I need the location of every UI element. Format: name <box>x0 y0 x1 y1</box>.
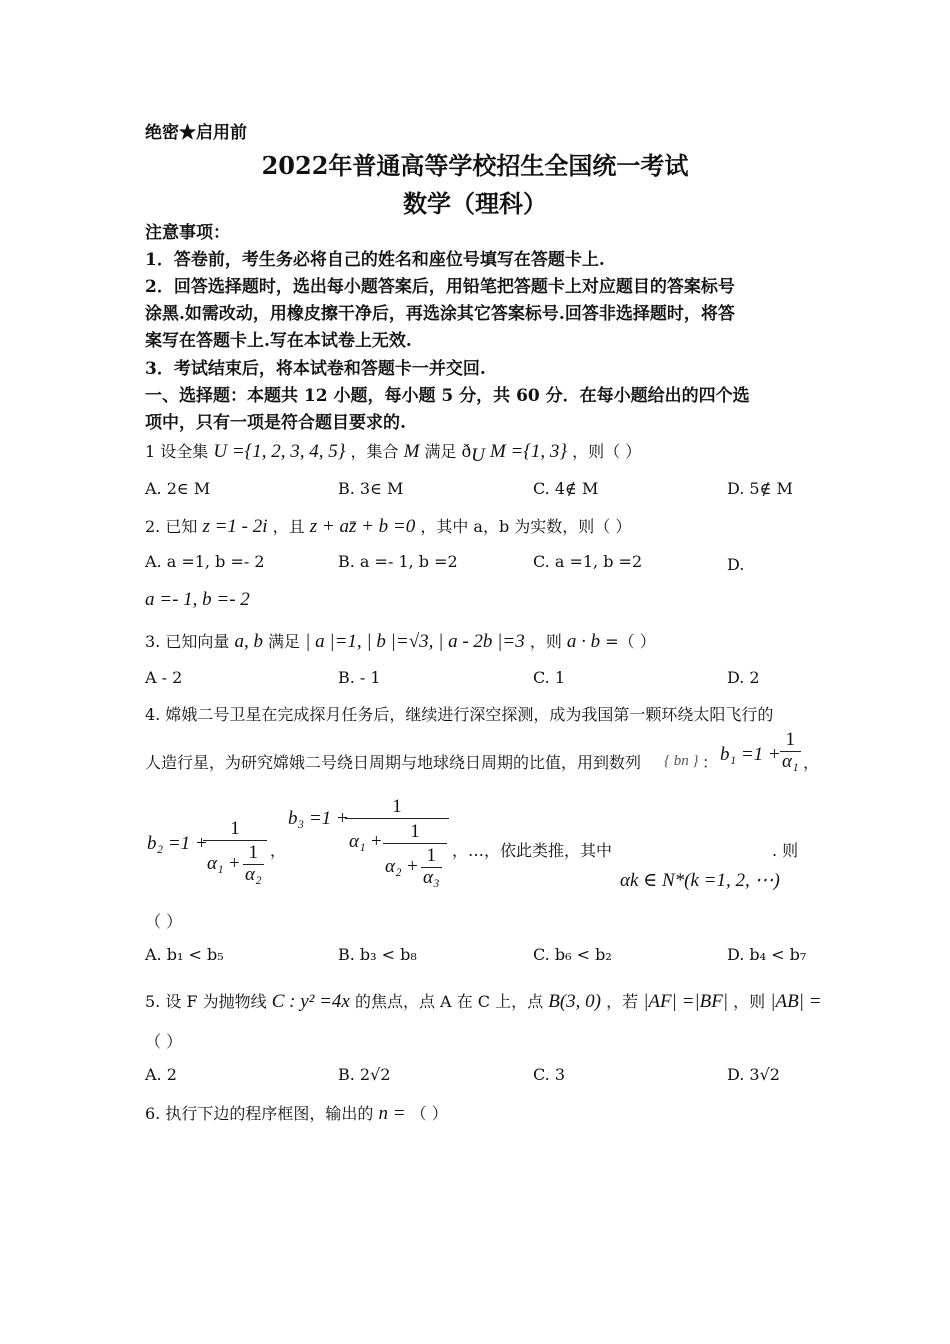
q4-b1-denominator: α₁ <box>782 750 799 772</box>
q2-expr-1: z =1 - 2i <box>202 516 268 537</box>
q4-b3-fraction <box>345 796 449 899</box>
q3-suffix: =（ ） <box>605 632 656 651</box>
notice-line-1: 1．答卷前，考生务必将自己的姓名和座位号填写在答题卡上. <box>145 250 605 270</box>
q3-expr-2: a · b <box>566 631 601 652</box>
q4-b3-lhs: b₃ =1 + <box>288 808 349 829</box>
q3-mid: 满足 <box>268 632 301 651</box>
q4-line-1: 4. 嫦娥二号卫星在完成探月任务后，继续进行深空探测，成为我国第一颗环绕太阳飞行的 <box>145 705 774 724</box>
q1-option-a: A. 2∈ M <box>145 479 211 498</box>
q2-mid: ，且 <box>272 517 305 536</box>
section-heading-line-1: 一、选择题：本题共 12 小题，每小题 5 分，共 60 分．在每小题给出的四个选 <box>145 386 750 406</box>
q2-suffix: ，其中 a，b 为实数，则（ ） <box>420 517 632 536</box>
q4-option-c: C. b₆ < b₂ <box>533 945 612 964</box>
q5-option-a: A. 2 <box>145 1065 177 1084</box>
q1-set-u: U ={1, 2, 3, 4, 5} <box>213 441 346 462</box>
q6-var: n = <box>378 1103 406 1124</box>
q4-b1-lhs: b₁ =1 + <box>720 744 781 765</box>
notice-line-2b: 涂黑.如需改动，用橡皮擦干净后，再选涂其它答案标号.回答非选择题时，将答 <box>145 304 735 324</box>
section-heading-line-2: 项中，只有一项是符合题目要求的. <box>145 413 406 433</box>
q3-option-c: C. 1 <box>533 668 566 687</box>
q1-mid: ，集合 <box>350 442 399 461</box>
q5-option-c: C. 3 <box>533 1065 566 1084</box>
q4-b2-alpha1: α₁ <box>207 853 224 874</box>
question-6 <box>145 1101 448 1125</box>
q4-b3-plus-1: + <box>371 831 382 852</box>
notice-heading: 注意事项： <box>145 223 230 243</box>
q6-line: 6. 执行下边的程序框图，输出的 <box>145 1104 374 1123</box>
q3-option-b: B. - 1 <box>338 668 381 687</box>
question-5 <box>145 989 822 1013</box>
notice-line-3: 3．考试结束后，将本试卷和答题卡一并交回. <box>145 359 486 379</box>
q4-etc: ，…，依此类推，其中 <box>452 841 613 860</box>
q1-sub-u: U <box>471 445 485 467</box>
q1-option-c: C. 4∉ M <box>533 479 599 498</box>
q4-line-2: 人造行星，为研究嫦娥二号绕日周期与地球绕日周期的比值，用到数列 <box>145 753 642 772</box>
q4-paren: （ ） <box>145 912 183 931</box>
q4-b2-plus: + <box>229 853 240 874</box>
q1-option-b: B. 3∈ M <box>338 479 404 498</box>
q4-b3-inner-numerator: 1 <box>421 846 442 868</box>
exam-subtitle: 数学（理科） <box>403 189 547 218</box>
q4-b1-numerator: 1 <box>780 730 801 752</box>
q3-prefix: 3. 已知向量 <box>145 632 230 651</box>
q5-option-d: D. 3√2 <box>727 1065 780 1084</box>
q4-colon: ： <box>702 753 719 772</box>
q5-point: B(3, 0) <box>548 991 601 1012</box>
q3-option-d: D. 2 <box>727 668 760 687</box>
q1-option-d: D. 5∉ M <box>727 479 793 498</box>
q2-prefix: 2. 已知 <box>145 517 198 536</box>
q4-option-b: B. b₃ < b₈ <box>338 945 417 964</box>
q2-option-c: C. a =1, b =2 <box>533 552 643 571</box>
q4-b2-numerator: 1 <box>203 818 267 841</box>
q1-complement: ð <box>461 441 472 462</box>
q6-paren: （ ） <box>410 1104 448 1123</box>
q2-option-a: A. a =1, b =- 2 <box>145 552 265 571</box>
q1-mid2: 满足 <box>424 442 457 461</box>
q5-curve: C : y² =4x <box>271 991 350 1012</box>
q4-b3-numerator: 1 <box>345 796 449 819</box>
q2-option-b: B. a =- 1, b =2 <box>338 552 458 571</box>
q3-mid2: ，则 <box>529 632 562 651</box>
q4-option-a: A. b₁ < b₅ <box>145 945 224 964</box>
notice-line-2a: 2．回答选择题时，选出每小题答案后，用铅笔把答题卡上对应题目的答案标号 <box>145 277 735 297</box>
q5-mid2: ，若 <box>606 992 639 1011</box>
q5-ask: |AB| = <box>770 991 822 1012</box>
q4-b2-inner-numerator: 1 <box>243 843 264 865</box>
q1-suffix: ，则（ ） <box>572 442 642 461</box>
q4-b3-mid-numerator: 1 <box>383 821 447 844</box>
notice-line-2c: 案写在答题卡上.写在本试卷上无效. <box>145 331 412 351</box>
question-2 <box>145 514 631 538</box>
question-1 <box>145 439 641 467</box>
q4-b1-comma: ， <box>803 753 820 772</box>
q4-b2-comma: ， <box>270 841 287 860</box>
q4-option-d: D. b₄ < b₇ <box>727 945 807 964</box>
q5-mid3: ，则 <box>733 992 766 1011</box>
q4-sequence: { bn } <box>664 753 699 769</box>
secret-label: 绝密★启用前 <box>145 123 247 143</box>
q2-option-d-value: a =- 1, b =- 2 <box>145 589 250 610</box>
q1-eq: M ={1, 3} <box>489 441 568 462</box>
exam-title: 2022年普通高等学校招生全国统一考试 <box>261 151 689 180</box>
q4-b3-inner-denominator: α₃ <box>423 866 440 888</box>
q5-option-b: B. 2√2 <box>338 1065 391 1084</box>
q4-b1-fraction <box>780 730 801 773</box>
question-3 <box>145 629 656 653</box>
q3-option-a: A - 2 <box>145 668 183 687</box>
q5-mid: 的焦点，点 A 在 C 上，点 <box>354 992 544 1011</box>
q4-b3-plus-2: + <box>407 856 418 877</box>
q3-vars: a, b <box>234 631 263 652</box>
q4-condition: αk ∈ N*(k =1, 2, ⋯) <box>620 870 780 891</box>
q4-b2-inner-denominator: α₂ <box>245 863 262 885</box>
q5-paren: （ ） <box>145 1032 183 1051</box>
q4-b2-fraction <box>203 818 267 889</box>
q4-b2-lhs: b₂ =1 + <box>147 833 208 854</box>
q2-option-d: D. <box>727 555 745 574</box>
q4-b3-alpha1: α₁ <box>349 831 366 852</box>
q2-expr-2: z + az̄ + b =0 <box>309 516 416 537</box>
q4-b3-alpha2: α₂ <box>385 856 402 877</box>
q1-prefix: 1 设全集 <box>145 442 209 461</box>
q1-var-m: M <box>403 441 420 462</box>
q5-condition: |AF| =|BF| <box>643 991 729 1012</box>
q3-expr: | a |=1, | b |=√3, | a - 2b |=3 <box>305 631 525 652</box>
q5-line: 5. 设 F 为抛物线 <box>145 992 267 1011</box>
q4-then: . 则 <box>772 841 799 860</box>
